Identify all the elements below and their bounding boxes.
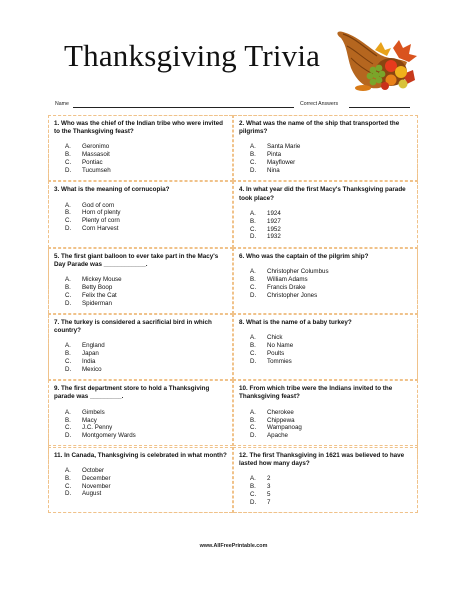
option-letter: D. (65, 225, 72, 233)
option-text: Mexico (82, 366, 102, 374)
option-letter: A. (65, 342, 71, 350)
question-text: 5. The first giant balloon to ever take part in the Macy's Day Parade was ____________. (54, 252, 219, 268)
option-letter: C. (250, 283, 257, 291)
option-letter: D. (65, 299, 72, 307)
option-letter: B. (65, 350, 71, 358)
answer-option (54, 167, 228, 175)
answer-option (54, 358, 228, 366)
answer-option (54, 432, 228, 440)
option-letter: A. (65, 408, 71, 416)
option-letter: C. (250, 225, 257, 233)
question-text: 2. What was the name of the ship that transported the pilgrims? (239, 120, 400, 136)
option-letter: B. (250, 217, 256, 225)
answer-options (239, 210, 413, 242)
option-letter: C. (65, 358, 72, 366)
answer-option (239, 475, 413, 483)
answer-options (239, 475, 413, 507)
page-title: Thanksgiving Trivia (64, 38, 321, 73)
question-card (48, 314, 233, 380)
question-text: 11. In Canada, Thanksgiving is celebrated in what month? (54, 451, 227, 459)
answer-option (239, 483, 413, 491)
answer-option (239, 151, 413, 159)
answer-options (239, 268, 413, 300)
option-text: Mayflower (267, 159, 296, 167)
question-text: 3. What is the meaning of cornucopia? (54, 186, 170, 194)
option-letter: B. (65, 416, 71, 424)
option-text: Geronimo (82, 143, 110, 151)
answer-option (239, 292, 413, 300)
answer-option (54, 424, 228, 432)
option-letter: C. (250, 159, 257, 167)
answer-option (239, 159, 413, 167)
answer-option (239, 499, 413, 507)
answer-option (54, 350, 228, 358)
option-letter: C. (250, 424, 257, 432)
option-text: November (82, 482, 111, 490)
answer-option (54, 276, 228, 284)
answer-option (239, 233, 413, 241)
option-letter: C. (65, 159, 72, 167)
answer-options (54, 276, 228, 308)
option-letter: A. (250, 334, 256, 342)
answer-option (54, 490, 228, 498)
answer-option (239, 276, 413, 284)
option-letter: D. (65, 366, 72, 374)
option-text: October (82, 466, 105, 474)
question-card (48, 447, 233, 513)
option-letter: C. (65, 482, 72, 490)
answer-option (239, 167, 413, 175)
option-text: God of corn (82, 201, 115, 209)
option-text: Betty Boop (82, 283, 113, 291)
option-text: 3 (267, 482, 271, 490)
answer-option (239, 218, 413, 226)
option-text: Massasoit (82, 151, 110, 159)
option-letter: A. (250, 267, 256, 275)
option-text: Francis Drake (267, 283, 306, 291)
question-text: 10. From which tribe were the Indians invited to the Thanksgiving feast? (239, 385, 393, 401)
answer-option (54, 300, 228, 308)
answer-option (239, 432, 413, 440)
option-text: 1924 (267, 209, 281, 217)
option-letter: B. (65, 209, 71, 217)
cornucopia-illustration (333, 28, 419, 94)
answer-option (54, 342, 228, 350)
answer-option (54, 366, 228, 374)
option-letter: D. (250, 167, 257, 175)
answer-option (54, 483, 228, 491)
option-text: Wampanoag (267, 424, 302, 432)
option-letter: A. (65, 466, 71, 474)
option-letter: D. (65, 432, 72, 440)
answer-option (239, 350, 413, 358)
question-text: 4. In what year did the first Macy's Thanksgiving parade took place? (239, 186, 406, 202)
option-letter: D. (250, 357, 257, 365)
option-letter: C. (65, 424, 72, 432)
answer-option (239, 210, 413, 218)
answer-option (54, 202, 228, 210)
option-text: Christopher Jones (267, 291, 318, 299)
option-text: Pontiac (82, 159, 103, 167)
option-letter: B. (65, 474, 71, 482)
option-text: Mickey Mouse (82, 276, 122, 283)
answer-option (54, 225, 228, 233)
question-card (233, 181, 418, 247)
option-letter: A. (65, 143, 71, 151)
question-card (233, 314, 418, 380)
answer-option (239, 417, 413, 425)
answer-options (239, 409, 413, 441)
answer-options (54, 467, 228, 499)
question-text: 6. Who was the captain of the pilgrim ship? (239, 252, 369, 260)
answer-option (239, 424, 413, 432)
answer-option (54, 159, 228, 167)
option-text: 1932 (267, 233, 281, 241)
option-text: Chick (267, 334, 283, 342)
option-text: Cherokee (267, 408, 294, 416)
name-field[interactable] (73, 107, 294, 108)
option-letter: D. (250, 432, 257, 440)
option-text: Montgomery Wards (82, 432, 136, 440)
option-text: Spiderman (82, 299, 112, 307)
footer-url: www.AllFreePrintable.com (199, 543, 268, 549)
question-card (233, 248, 418, 314)
option-letter: C. (250, 490, 257, 498)
option-letter: A. (250, 209, 256, 217)
answer-option (54, 417, 228, 425)
question-card (233, 115, 418, 181)
question-text: 1. Who was the chief of the Indian tribe who were invited to the Thanksgiving feast? (54, 120, 223, 136)
option-letter: D. (250, 233, 257, 241)
option-text: William Adams (267, 275, 308, 283)
option-letter: A. (65, 276, 71, 283)
option-text: Pinta (267, 151, 282, 159)
option-text: Poults (267, 349, 285, 357)
answer-option (54, 475, 228, 483)
option-letter: A. (250, 474, 256, 482)
answer-option (239, 226, 413, 234)
option-letter: C. (65, 291, 72, 299)
option-text: Nina (267, 167, 280, 175)
option-text: 1952 (267, 225, 281, 233)
answer-option (239, 268, 413, 276)
answer-options (239, 334, 413, 366)
question-card (233, 380, 418, 446)
question-text: 12. The first Thanksgiving in 1621 was believed to have lasted how many days? (239, 451, 405, 467)
question-card (48, 181, 233, 247)
option-text: No Name (267, 342, 294, 349)
option-letter: B. (250, 275, 256, 283)
option-text: 7 (267, 498, 271, 506)
option-text: August (82, 490, 102, 498)
option-letter: D. (65, 167, 72, 175)
option-letter: B. (65, 151, 71, 159)
option-text: Apache (267, 432, 288, 440)
option-letter: B. (250, 482, 256, 490)
option-text: India (82, 358, 96, 366)
answer-options (54, 143, 228, 175)
option-letter: A. (65, 201, 71, 209)
option-letter: C. (65, 217, 72, 225)
option-text: Chippewa (267, 416, 295, 424)
name-label: Name (55, 101, 69, 107)
answer-option (54, 209, 228, 217)
option-text: 1927 (267, 217, 281, 225)
question-card (48, 248, 233, 314)
option-text: Corn Harvest (82, 225, 119, 233)
option-text: December (82, 474, 111, 482)
answer-option (54, 284, 228, 292)
answer-options (54, 202, 228, 234)
option-text: 5 (267, 490, 271, 498)
option-text: J.C. Penny (82, 424, 113, 432)
option-text: England (82, 342, 105, 350)
name-row (55, 101, 415, 111)
option-text: Macy (82, 416, 97, 424)
correct-answers-field[interactable] (349, 107, 410, 108)
option-letter: B. (250, 151, 256, 159)
answer-option (54, 143, 228, 151)
option-text: Christopher Columbus (267, 267, 329, 275)
question-text: 8. What is the name of a baby turkey? (239, 318, 352, 326)
answer-option (239, 334, 413, 342)
option-text: Santa Marie (267, 143, 301, 151)
option-text: Tucumseh (82, 167, 111, 175)
option-letter: B. (65, 283, 71, 291)
answer-option (54, 409, 228, 417)
option-letter: A. (250, 143, 256, 151)
question-card (233, 447, 418, 513)
correct-answers-label: Correct Answers (300, 101, 339, 107)
answer-option (239, 342, 413, 350)
answer-option (239, 409, 413, 417)
answer-option (239, 284, 413, 292)
answer-option (54, 467, 228, 475)
option-text: Plenty of corn (82, 217, 120, 225)
option-letter: D. (65, 490, 72, 498)
option-letter: B. (250, 342, 256, 349)
option-letter: C. (250, 349, 257, 357)
answer-option (54, 292, 228, 300)
answer-option (239, 358, 413, 366)
question-text: 9. The first department store to hold a Thanksgiving parade was _________. (54, 385, 210, 401)
answer-options (239, 143, 413, 175)
question-card (48, 115, 233, 181)
option-text: Horn of plenty (82, 209, 121, 217)
answer-options (54, 342, 228, 374)
answer-option (239, 143, 413, 151)
option-text: Tommies (267, 357, 292, 365)
option-text: Felix the Cat (82, 291, 117, 299)
question-text: 7. The turkey is considered a sacrificial bird in which country? (54, 318, 212, 335)
option-letter: B. (250, 416, 256, 424)
option-letter: D. (250, 291, 257, 299)
option-text: 2 (267, 474, 271, 482)
option-text: Gimbels (82, 408, 105, 416)
question-card (48, 380, 233, 446)
answer-options (54, 409, 228, 441)
answer-option (54, 217, 228, 225)
option-letter: D. (250, 498, 257, 506)
answer-option (54, 151, 228, 159)
option-letter: A. (250, 408, 256, 416)
option-text: Japan (82, 350, 99, 358)
answer-option (239, 491, 413, 499)
